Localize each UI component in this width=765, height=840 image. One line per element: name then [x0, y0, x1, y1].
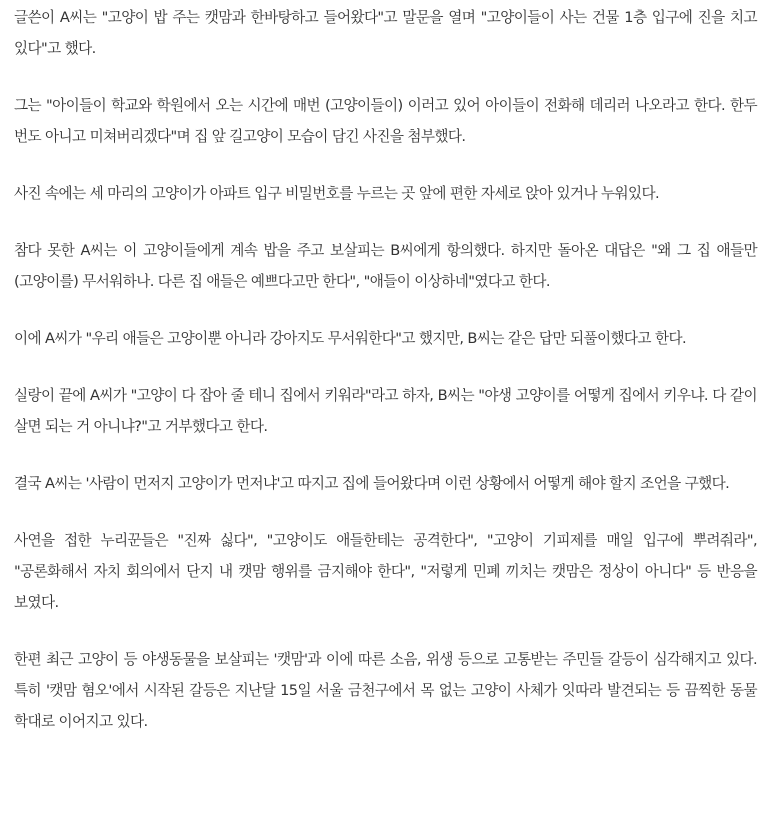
article-paragraph: 한편 최근 고양이 등 야생동물을 보살피는 '캣맘'과 이에 따른 소음, 위생 등으로 고통받는 주민들 갈등이 심각해지고 있다. 특히 '캣맘 혐오'에서 시작된 갈등은 지난달 15일 서울 금천구에서 목 없는 고양이 사체가 잇따라 발견되는 등 끔찍한 동물 학대로 이어지고 있다.: [14, 651, 757, 730]
article-paragraph: 실랑이 끝에 A씨가 "고양이 다 잡아 줄 테니 집에서 키워라"라고 하자, B씨는 "야생 고양이를 어떻게 집에서 키우냐. 다 같이 살면 되는 거 아니냐?"고 거부했다고 한다.: [14, 387, 757, 435]
article-paragraph: 결국 A씨는 '사람이 먼저지 고양이가 먼저냐'고 따지고 집에 들어왔다며 이런 상황에서 어떻게 해야 할지 조언을 구했다.: [14, 475, 730, 492]
article-paragraph: 이에 A씨가 "우리 애들은 고양이뿐 아니라 강아지도 무서워한다"고 했지만, B씨는 같은 답만 되풀이했다고 한다.: [14, 330, 687, 347]
article-paragraph: 글쓴이 A씨는 "고양이 밥 주는 캣맘과 한바탕하고 들어왔다"고 말문을 열며 "고양이들이 사는 건물 1층 입구에 진을 치고 있다"고 했다.: [14, 9, 757, 57]
article-paragraph: 참다 못한 A씨는 이 고양이들에게 계속 밥을 주고 보살피는 B씨에게 항의했다. 하지만 돌아온 대답은 "왜 그 집 애들만 (고양이를) 무서워하나. 다른 집 애들은 예쁘다고만 한다", "애들이 이상하네"였다고 한다.: [14, 242, 757, 290]
article-paragraph: 사진 속에는 세 마리의 고양이가 아파트 입구 비밀번호를 누르는 곳 앞에 편한 자세로 앉아 있거나 누워있다.: [14, 185, 660, 202]
article-paragraph: 그는 "아이들이 학교와 학원에서 오는 시간에 매번 (고양이들이) 이러고 있어 아이들이 전화해 데리러 나오라고 한다. 한두 번도 아니고 미쳐버리겠다"며 집 앞 길고양이 모습이 담긴 사진을 첨부했다.: [14, 97, 757, 145]
article-paragraph: 사연을 접한 누리꾼들은 "진짜 싫다", "고양이도 애들한테는 공격한다", "고양이 기피제를 매일 입구에 뿌려줘라", "공론화해서 자치 회의에서 단지 내 캣맘 행위를 금지해야 한다", "저렇게 민폐 끼치는 캣맘은 정상이 아니다" 등 반응을 보였다.: [14, 532, 757, 611]
